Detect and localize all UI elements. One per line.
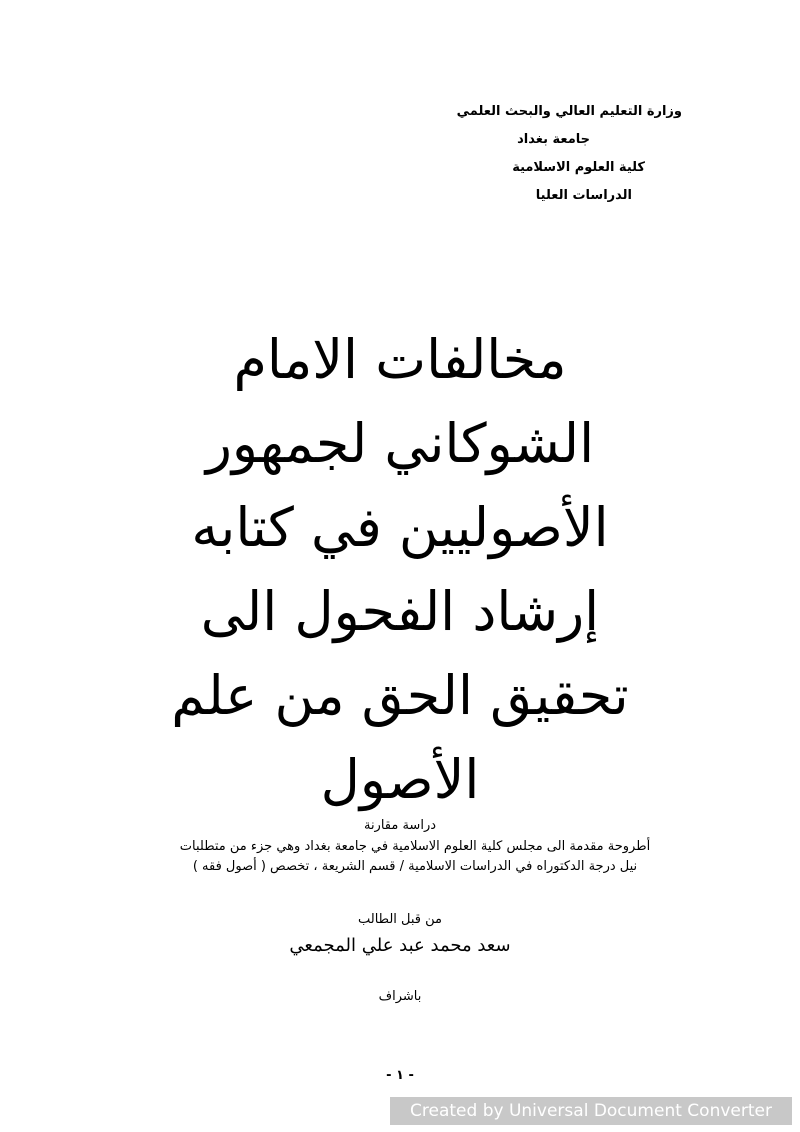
page-number: - ١ - (386, 1068, 414, 1083)
title-line: مخالفات الامام (233, 328, 567, 391)
student-label: من قبل الطالب (357, 912, 443, 927)
study-type: دراسة مقارنة (363, 818, 437, 833)
title-line: الشوكاني لجمهور (205, 412, 595, 475)
description-line-1: أطروحة مقدمة الى مجلس كلية العلوم الاسلامية في جامعة بغداد وهي جزء من متطلبات (179, 839, 651, 854)
student-name: سعد محمد عبد علي المجمعي (289, 935, 511, 956)
title-line: الأصوليين في كتابه (191, 496, 609, 559)
thesis-title (150, 318, 650, 822)
converter-watermark: Created by Universal Document Converter (390, 1097, 792, 1125)
title-line: الأصول (320, 748, 480, 811)
graduate-studies: الدراسات العليا (535, 188, 632, 203)
title-line: تحقيق الحق من علم (171, 664, 629, 727)
ministry-name: وزارة التعليم العالي والبحث العلمي (456, 104, 682, 119)
title-line: إرشاد الفحول الى (200, 580, 600, 643)
supervision-label: باشراف (378, 989, 422, 1004)
college-name: كلية العلوم الاسلامية (512, 160, 645, 175)
university-name: جامعة بغداد (517, 132, 590, 147)
description-line-2: نيل درجة الدكتوراه في الدراسات الاسلامية / قسم الشريعة ، تخصص ( أصول فقه ) (192, 859, 638, 874)
